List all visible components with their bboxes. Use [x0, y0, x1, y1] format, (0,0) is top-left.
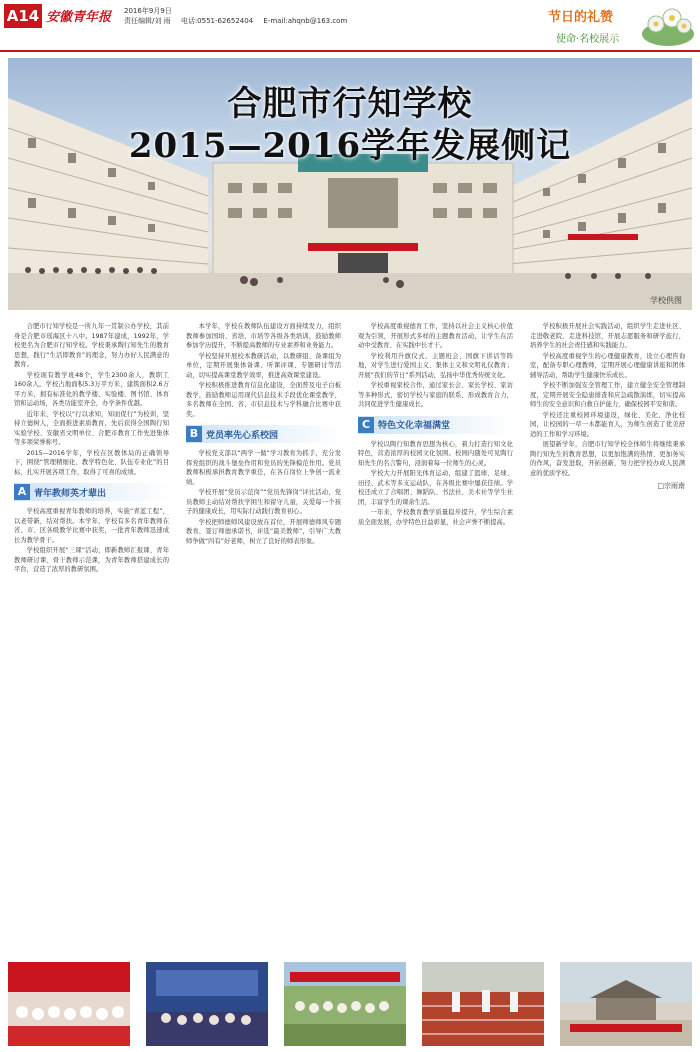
paragraph: 学校大力开展阳光体育运动，组建了篮球、足球、田径、武术等多支运动队，在各级比赛中屡获佳绩。学校还成立了合唱团、舞蹈队、书法社、美术社等学生社团，丰富学生的课余生活。	[358, 470, 513, 506]
masthead-meta	[124, 6, 355, 26]
paragraph: 学校不断加强安全管理工作，建立健全安全管理制度，定期开展安全隐患排查和应急疏散演练，切实提高师生的安全意识和自救自护能力，确保校园平安和谐。	[530, 382, 685, 408]
section-badge: C	[358, 417, 374, 433]
photo-sports-track	[422, 962, 544, 1046]
article-column-4	[530, 322, 685, 942]
paragraph: 学校高度重视德育工作，坚持以社会主义核心价值观为引领，开展形式多样的主题教育活动，让学生在活动中受教育、在实践中长才干。	[358, 323, 513, 349]
paragraph: 学校开展“党员示范岗”“党员先锋岗”评比活动，党员教师主动结对帮扶学困生和留守儿童，关爱每一个孩子的健康成长，用实际行动践行教育初心。	[186, 489, 341, 515]
headline-line-2: 2015—2016学年发展侧记	[128, 126, 572, 166]
paragraph: 学校组织开展“三课”活动，即新教师汇报课、青年教师研讨课、骨干教师示范课，为青年教师搭建成长的平台，营造了浓厚的教研氛围。	[14, 547, 169, 573]
section-title: 党员率先心系校园	[206, 430, 279, 441]
photo-group-outdoor	[284, 962, 406, 1046]
paragraph: 展望新学年，合肥市行知学校全体师生将继续秉承陶行知先生的教育思想，以更加饱满的热情、更加务实的作风，奋发进取，开拓创新，努力把学校办成人民满意的优质学校。	[530, 441, 685, 477]
section-title: 青年教师英才辈出	[34, 488, 107, 499]
photo-strip	[8, 962, 692, 1046]
paragraph: 合肥市行知学校是一所九年一贯制公办学校，其前身是合肥市瑶海区十八中。1987年建成，1992年，学校更名为合肥市行知学校。学校秉承陶行知先生的教育思想，践行“生活即教育”的理念，努力办好人民满意的教育。	[14, 323, 169, 368]
paragraph: 学校积极推进教育信息化建设，全面普及电子白板教学，鼓励教师运用现代信息技术手段优化课堂教学，多名教师在全国、省、市信息技术与学科融合比赛中获奖。	[186, 382, 341, 418]
article-body	[14, 322, 686, 942]
section-heading-a	[14, 483, 169, 501]
phone-number: 电话:0551-62652404	[180, 17, 254, 25]
email-address: E-mail:ahqnb@163.com	[263, 17, 348, 25]
headline-line-1: 合肥市行知学校	[227, 84, 473, 124]
paragraph: 学校高度重视学生的心理健康教育，设立心理咨询室，配备专职心理教师，定期开展心理健康讲座和团体辅导活动，帮助学生健康快乐成长。	[530, 352, 685, 379]
article-column-1	[14, 322, 169, 942]
column-title: 节日的礼赞	[548, 10, 614, 25]
hero-photo	[8, 58, 692, 310]
article-column-2	[186, 322, 341, 942]
masthead	[0, 0, 700, 52]
photo-stage-banner	[146, 962, 268, 1046]
section-title: 特色文化幸福满堂	[378, 421, 451, 431]
paragraph: 学校党支部以“两学一做”学习教育为抓手，充分发挥党组织的战斗堡垒作用和党员的先锋模范作用。党员教师积极承担教育教学重任，在各自岗位上争创一流业绩。	[186, 450, 341, 486]
article-column-3	[358, 322, 513, 942]
section-badge: B	[186, 426, 202, 442]
paragraph: 学校坚持开展校本教研活动，以教研组、备课组为单位，定期开展集体备课、听课评课、专题研讨等活动，切实提高课堂教学效率，推进高效课堂建设。	[186, 352, 341, 379]
flower-decoration-icon	[640, 4, 696, 48]
paragraph: 学校以陶行知教育思想为核心，着力打造行知文化特色，营造浓厚的校园文化氛围。校园内随处可见陶行知先生的名言警句，浸润着每一位师生的心灵。	[358, 440, 513, 467]
paragraph: 学校现有教学班48个，学生2300余人，教职工160余人。学校占地面积5.3万平方米，建筑面积2.6万平方米，拥有标准化的教学楼、实验楼、图书馆、体育馆和运动场，各类功能室齐全，办学条件优越。	[14, 371, 169, 407]
photo-campus-gate	[560, 962, 692, 1046]
paragraph: 学校利用升旗仪式、主题班会、国旗下讲话等阵地，对学生进行爱国主义、集体主义和文明礼仪教育；开展“我们的节日”系列活动，弘扬中华优秀传统文化。	[358, 352, 513, 379]
paragraph: 学校重视家校合作，通过家长会、家长学校、家访等多种形式，密切学校与家庭的联系，形成教育合力，共同促进学生健康成长。	[358, 382, 513, 408]
section-heading-c	[358, 416, 513, 434]
paper-name: 安徽青年报	[46, 10, 112, 25]
photo-students-performance	[8, 962, 130, 1046]
page-number-badge: A14	[4, 4, 42, 28]
paragraph: 本学年，学校在教师队伍建设方面持续发力，组织教师参加国培、省培、市培等各级各类培训，鼓励教师参加学历提升，不断提高教师的专业素养和业务能力。	[186, 323, 341, 349]
paragraph: 学校把师德师风建设放在首位，开展师德师风专题教育，签订师德承诺书，评选“最美教师”，引导广大教师争做“四有”好老师，树立了良好的师表形象。	[186, 518, 341, 545]
section-heading-b	[186, 425, 341, 443]
paragraph: 学校积极开展社会实践活动，组织学生走进社区、走进敬老院、走进科技馆，开展志愿服务和研学旅行，培养学生的社会责任感和实践能力。	[530, 323, 685, 349]
paragraph: 2015—2016学年，学校在区教体局的正确领导下，围绕“管理精细化、教学特色化、队伍专业化”的目标，扎实开展各项工作，取得了可喜的成绩。	[14, 449, 169, 476]
column-subtitle: 使命·名校展示	[556, 34, 620, 45]
paragraph: 近年来，学校以“行以求知，知而促行”为校训，坚持立德树人，全面推进素质教育，先后获得全国陶行知实验学校、安徽省文明单位、合肥市教育工作先进集体等多项荣誉称号。	[14, 410, 169, 446]
author-byline: □宗雨南	[657, 482, 685, 490]
section-badge: A	[14, 484, 30, 500]
issue-date: 2016年9月9日	[124, 7, 172, 15]
photo-credit: 学校供图	[650, 296, 682, 305]
editor-credit: 责任编辑/刘 雨	[124, 17, 171, 25]
paragraph: 学校还注重校园环境建设，绿化、美化、净化校园，让校园的一草一木都能育人，为师生创造了优美舒适的工作和学习环境。	[530, 411, 685, 438]
paragraph: 学校高度重视青年教师的培养，实施“青蓝工程”，以老带新，结对帮扶。本学年，学校有多名青年教师在省、市、区各级教学比赛中获奖，一批青年教师迅速成长为教学骨干。	[14, 508, 169, 544]
paragraph: 一年来，学校教育教学质量稳步提升，学生综合素质全面发展，办学特色日益彰显，社会声誉不断提高。	[358, 509, 513, 526]
